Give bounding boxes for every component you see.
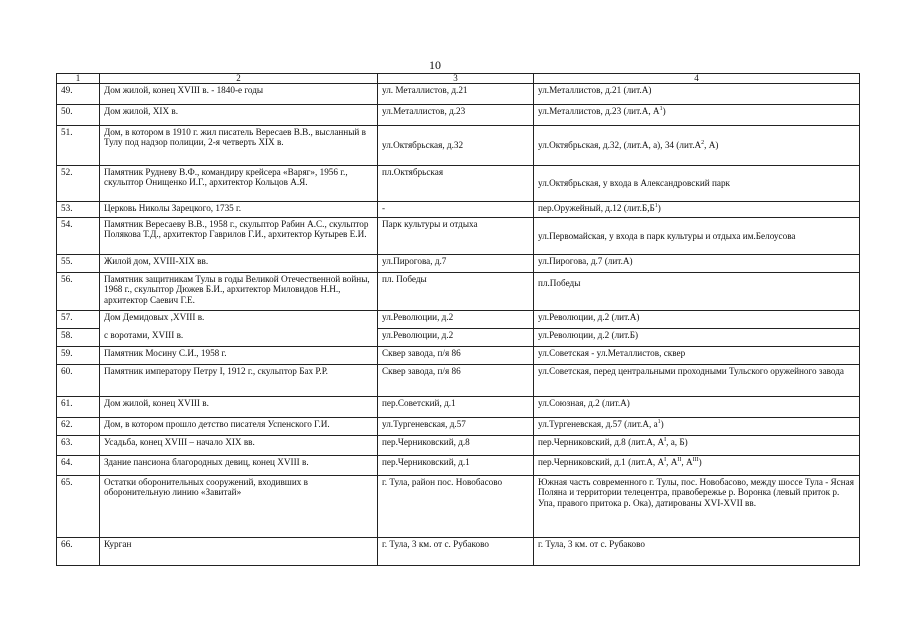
table-row [57,311,860,329]
object-location: ул.Металлистов, д.23 (лит.А, $А^1$) [534,105,860,126]
row-number: 50. [57,105,100,126]
object-location: ул.Советская, перед центральными проходными Тульского оружейного завода [534,365,860,397]
row-number: 60. [57,365,100,397]
object-name: Церковь Николы Зарецкого, 1735 г. [100,202,378,218]
object-location: ул.Союзная, д.2 (лит.А) [534,397,860,418]
table-row [57,347,860,365]
object-name: Дом Демидовых ,XVIII в. [100,311,378,329]
object-address: ул.Октябрьская, д.32 [378,126,534,166]
object-name: Усадьба, конец XVIII – начало XIX вв. [100,436,378,456]
row-number: 49. [57,84,100,105]
monuments-table [56,73,860,566]
row-number: 52. [57,166,100,202]
object-location: пер.Черниковский, д.8 (лит.А, $А^I$, а, Б) [534,436,860,456]
object-name: Остатки оборонительных сооружений, входивших в оборонительную линию «Завитай» [100,476,378,538]
object-name: Здание пансиона благородных девиц, конец XVIII в. [100,456,378,476]
object-name: Дом, в котором прошло детство писателя Успенского Г.И. [100,418,378,436]
object-location: ул.Октябрьская, д.32, (лит.А, а), 34 ($лит.А^2$, А) [534,126,860,166]
object-name: Дом жилой, конец XVIII в. - 1840-е годы [100,84,378,105]
object-address: пл.Октябрьская [378,166,534,202]
object-location: г. Тула, 3 км. от с. Рубаково [534,538,860,566]
object-address: ул.Революции, д.2 [378,311,534,329]
object-location: пл.Победы [534,273,860,311]
table-row [57,126,860,166]
table-row [57,218,860,255]
object-name: Памятник императору Петру I, 1912 г., скульптор Бах Р.Р. [100,365,378,397]
row-number: 58. [57,329,100,347]
object-name: Дом, в котором в 1910 г. жил писатель Вересаев В.В., высланный в Тулу под надзор полиции, 2-я четверть XIX в. [100,126,378,166]
table-row [57,436,860,456]
row-number: 53. [57,202,100,218]
object-address: г. Тула, район пос. Новобасово [378,476,534,538]
table-row [57,202,860,218]
object-address: пл. Победы [378,273,534,311]
object-location: пер.Оружейный, д.12 $(лит.Б,Б^1)$ [534,202,860,218]
row-number: 63. [57,436,100,456]
object-address: пер.Черниковский, д.1 [378,456,534,476]
page-number: 10 [429,58,441,72]
object-address: ул.Пирогова, д.7 [378,255,534,273]
object-location: Южная часть современного г. Тулы, пос. Новобасово, между шоссе Тула - Ясная Поляна и территории телецентра, правобережье р. Воронка (левый приток р. Упа, правого притока р. Ока), датированы XVI-XVII вв. [534,476,860,538]
header-cell: 1 [57,74,100,84]
object-address: ул.Революции, д.2 [378,329,534,347]
object-name: с воротами, XVIII в. [100,329,378,347]
row-number: 61. [57,397,100,418]
row-number: 59. [57,347,100,365]
object-name: Памятник защитникам Тулы в годы Великой Отечественной войны, 1968 г., скульптор Дюжев Б.И., архитектор Миловидов Н.Н., архитектор Саевич Г.Е. [100,273,378,311]
object-address: Сквер завода, п/я 86 [378,365,534,397]
row-number: 54. [57,218,100,255]
table-row [57,105,860,126]
object-name: Памятник Мосину С.И., 1958 г. [100,347,378,365]
object-address: - [378,202,534,218]
object-address: пер.Черниковский, д.8 [378,436,534,456]
header-row [57,74,860,84]
object-location: ул.Советская - ул.Металлистов, сквер [534,347,860,365]
object-address: ул.Тургеневская, д.57 [378,418,534,436]
object-address: пер.Советский, д.1 [378,397,534,418]
table-row [57,538,860,566]
object-location: ул.Революции, д.2 (лит.А) [534,311,860,329]
object-name: Дом жилой, конец XVIII в. [100,397,378,418]
object-location: пер.Черниковский, д.1 (лит.А, $А^I$, $А^{II}$, $А^{III}$) [534,456,860,476]
header-cell: 2 [100,74,378,84]
table-row [57,365,860,397]
table-row [57,273,860,311]
object-location: ул.Пирогова, д.7 (лит.А) [534,255,860,273]
row-number: 62. [57,418,100,436]
object-name: Курган [100,538,378,566]
object-location: ул.Металлистов, д.21 (лит.А) [534,84,860,105]
object-location: ул.Тургеневская, д.57 (лит.А, $а^1$) [534,418,860,436]
row-number: 66. [57,538,100,566]
table-row [57,329,860,347]
row-number: 56. [57,273,100,311]
header-cell: 4 [534,74,860,84]
row-number: 57. [57,311,100,329]
object-name: Дом жилой, XIX в. [100,105,378,126]
object-name: Памятник Вересаеву В.В., 1958 г., скульптор Рабин А.С., скульптор Полякова Т.Д., архитектор Гаврилов Г.И., архитектор Кутырев Е.И. [100,218,378,255]
object-address: Сквер завода, п/я 86 [378,347,534,365]
object-name: Памятник Рудневу В.Ф., командиру крейсера «Варяг», 1956 г., скульптор Онищенко И.Г., архитектор Кольцов А.Я. [100,166,378,202]
row-number: 65. [57,476,100,538]
object-name: Жилой дом, XVIII-XIX вв. [100,255,378,273]
row-number: 55. [57,255,100,273]
object-address: г. Тула, 3 км. от с. Рубаково [378,538,534,566]
row-number: 51. [57,126,100,166]
object-location: ул.Революции, д.2 (лит.Б) [534,329,860,347]
table-row [57,255,860,273]
table-row [57,397,860,418]
object-location: ул.Октябрьская, у входа в Александровский парк [534,166,860,202]
table-row [57,166,860,202]
object-address: ул.Металлистов, д.23 [378,105,534,126]
table-row [57,456,860,476]
header-cell: 3 [378,74,534,84]
object-address: Парк культуры и отдыха [378,218,534,255]
table-row [57,476,860,538]
table-row [57,418,860,436]
object-location: ул.Первомайская, у входа в парк культуры и отдыха им.Белоусова [534,218,860,255]
object-address: ул. Металлистов, д.21 [378,84,534,105]
row-number: 64. [57,456,100,476]
table-row [57,84,860,105]
